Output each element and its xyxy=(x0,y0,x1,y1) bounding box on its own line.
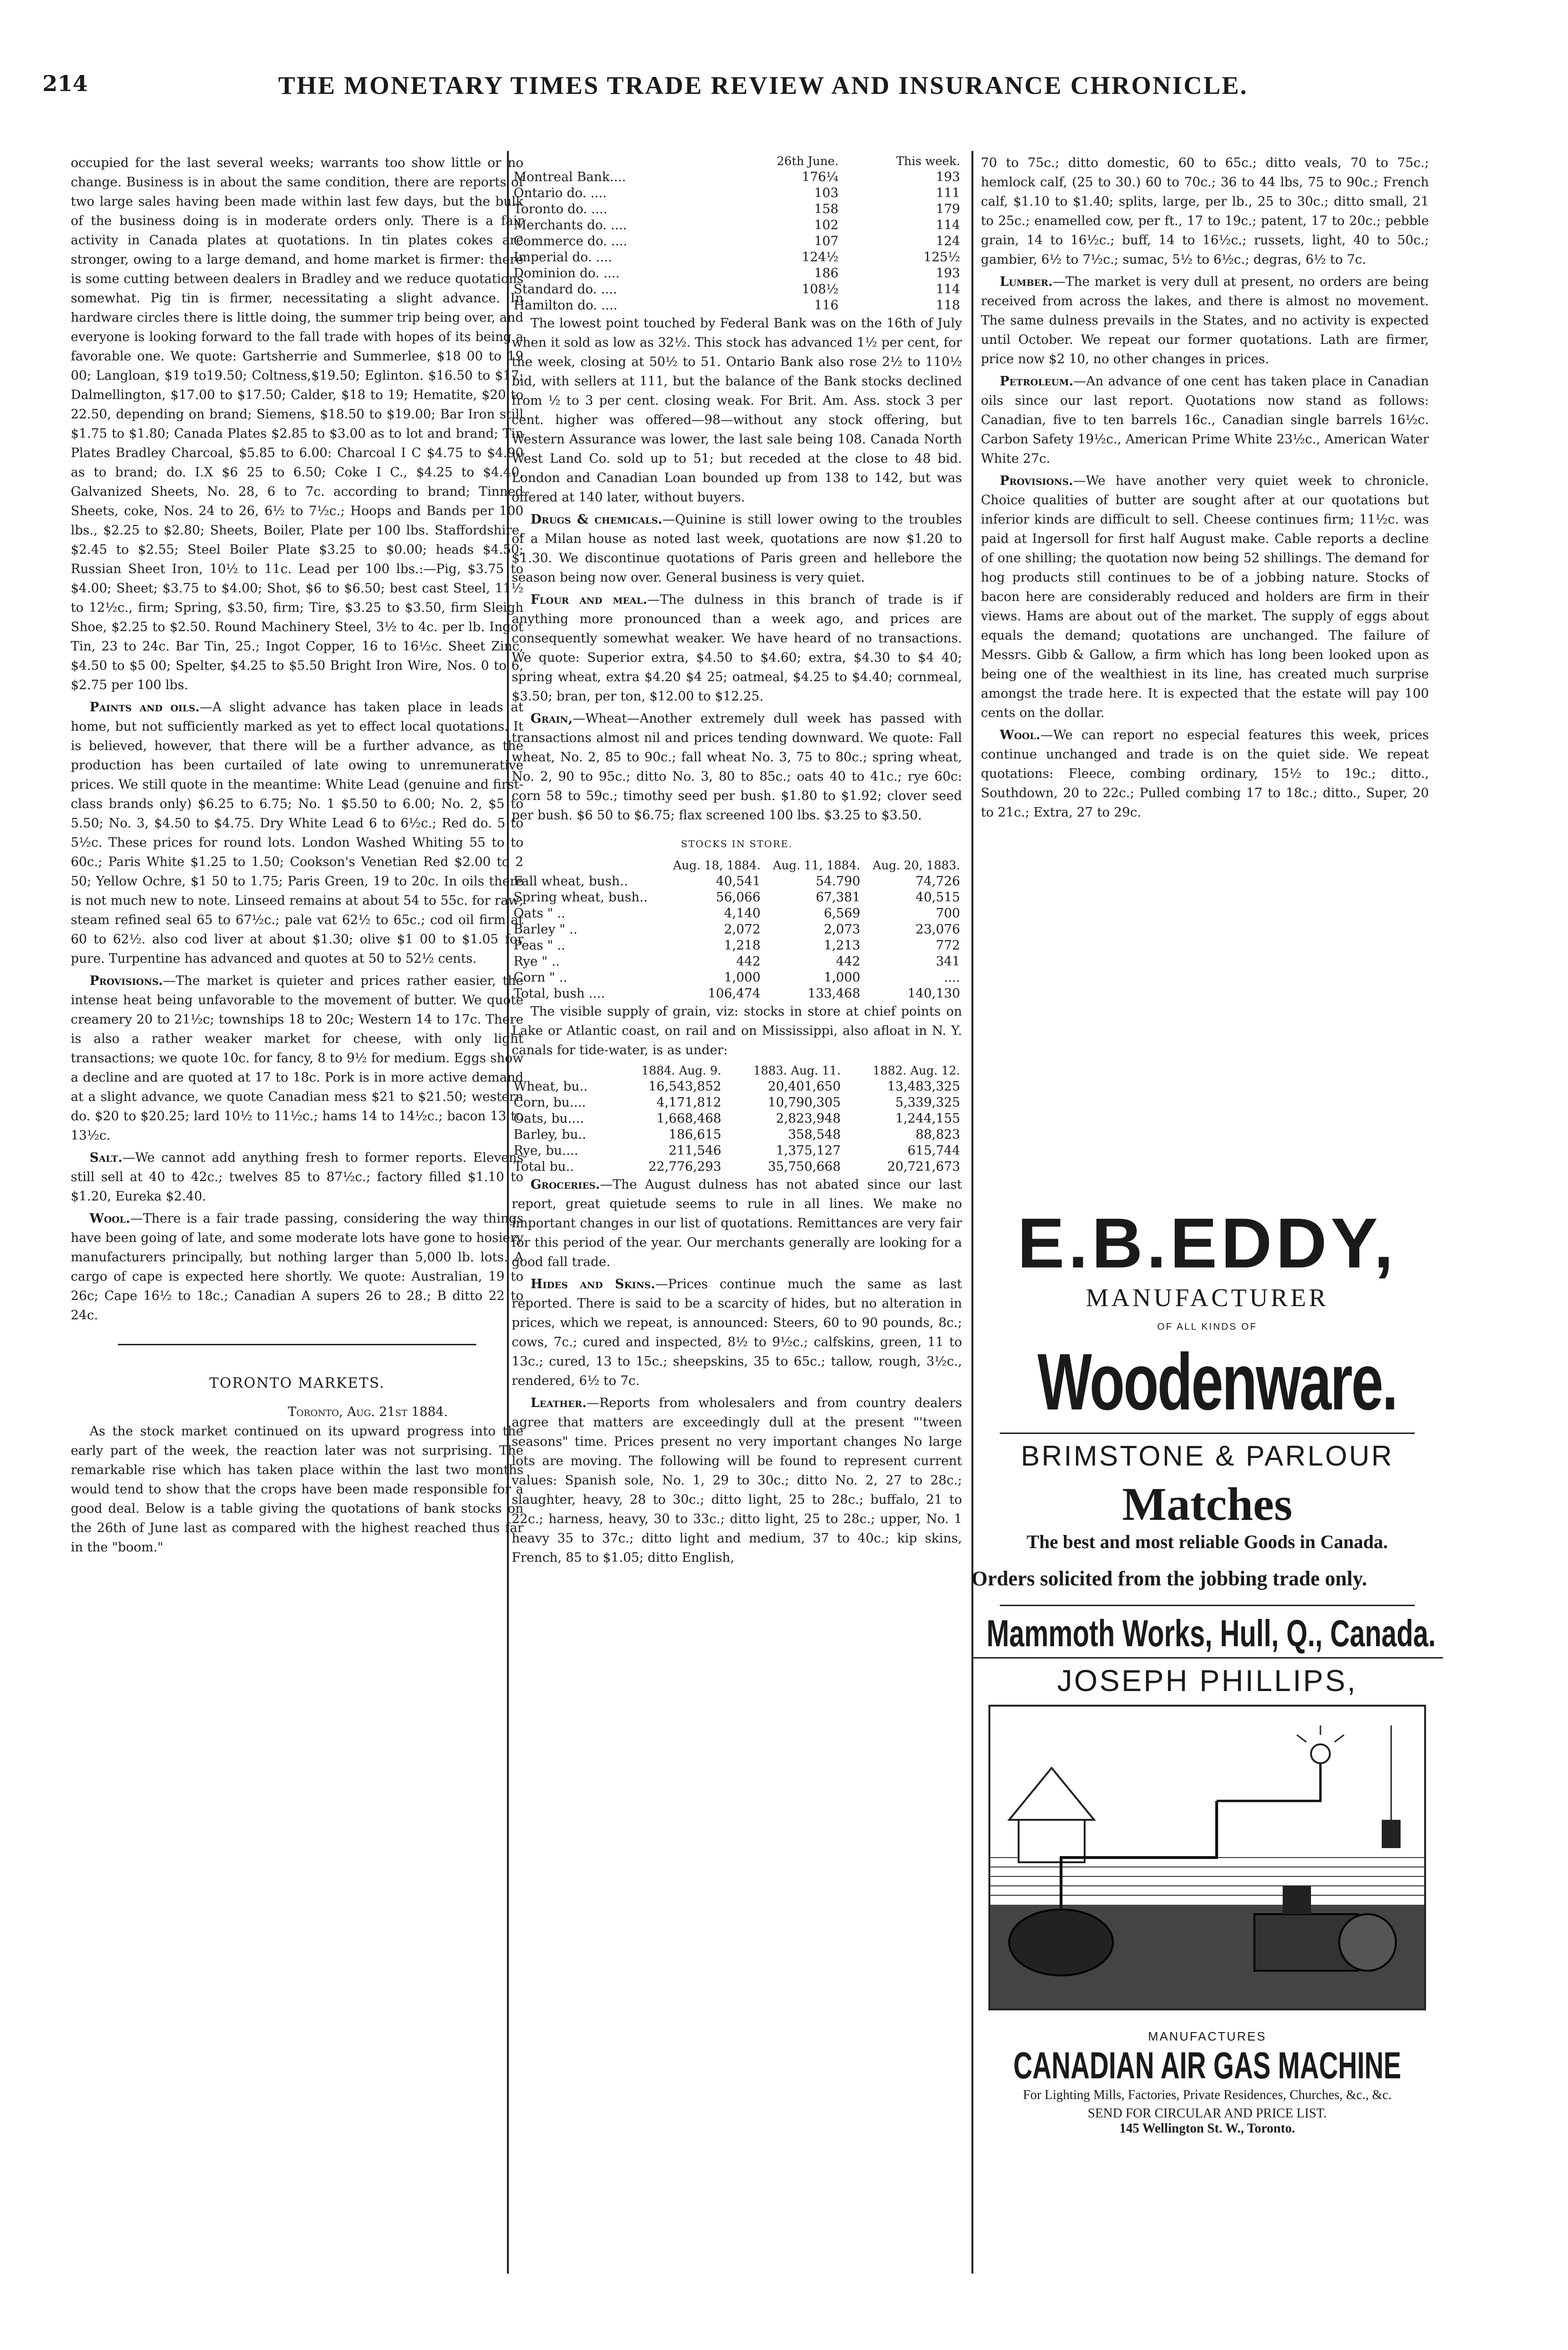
section-lead: Drugs & chemicals. xyxy=(531,512,663,527)
advert-best-goods: The best and most reliable Goods in Canada. xyxy=(1026,1531,1388,1552)
paragraph-body: —The market is quieter and prices rather easier, the intense heat being unfavorable to the movement of butter. We quote creamery 20 to 21½c; townships 18 to 20c; Western 14 to 17c. There is also a rather weaker market for cheese, with only light transactions; we quote 10c. for fancy, 8 to 9½ for medium. Eggs show a decline and are quoted at 17 to 18c. Pork is in more active demand at a slight advance, we quote Canadian mess $21 to $21.50; western do. $20 to $20.25; lard 10½ to 11½c.; hams 14 to 14½c.; bacon 13 to 13½c. xyxy=(71,974,523,1143)
table-cell: 125½ xyxy=(923,250,960,265)
table-row xyxy=(512,890,962,906)
paragraph-body: —There is a fair trade passing, considering the way things have been going of late, and some moderate lots have gone to hosiery manufacturers principally, but nothing larger than 5,000 lb. lots. A cargo of cape is expected here shortly. We quote: Australian, 19 to 26c; Cape 16½ to 18c.; Canadian A supers 26 to 28.; B ditto 22 to 24c. xyxy=(71,1211,523,1323)
section-heading: TORONTO MARKETS. xyxy=(209,1375,385,1392)
advert-name: E.B.EDDY, xyxy=(1017,1203,1397,1283)
table-cell: 4,171,812 xyxy=(656,1095,722,1110)
eddy-advertisement xyxy=(971,1203,1443,2288)
table-cell: Corn, bu.... xyxy=(514,1095,586,1110)
table-cell: 1,000 xyxy=(824,970,861,985)
advert-mammoth-works: Mammoth Works, Hull, Q., Canada. xyxy=(987,1612,1436,1654)
table-header-cell: This week. xyxy=(896,154,960,168)
table-cell: 5,339,325 xyxy=(895,1095,960,1110)
paragraph-body: —The August dulness has not abated since our last report, great quietude seems to rule in all lines. We make no important changes in our list of quotations. Remittances are very fair for this period of the year. Our merchants generally are looking for a good fall trade. xyxy=(512,1177,962,1269)
table-cell: 341 xyxy=(936,954,960,969)
divider xyxy=(1000,1433,1415,1434)
advert-manufacturer: MANUFACTURER xyxy=(1086,1283,1329,1312)
bank-stocks-table xyxy=(512,153,962,314)
advert-air-gas-machine: CANADIAN AIR GAS MACHINE xyxy=(1013,2044,1402,2086)
paragraph xyxy=(512,709,962,825)
section-lead: Provisions. xyxy=(1000,474,1073,488)
paragraph: As the stock market continued on its upward progress into the early part of the week, the reaction later was not surprising. The remarkable rise which has taken place within the last two months would tend to show that the crops have been made responsible for a good deal. Below is a table giving the quotations of bank stocks on the 26th of June last as compared with the highest reached thus far in the "boom." xyxy=(71,1424,523,1555)
table-row xyxy=(512,938,962,954)
paragraph-body: —An advance of one cent has taken place in Canadian oils since our last report. Quotations now stand as follows: Canadian, five to ten barrels 16c., Canadian single barrels 16½c. Carbon Safety 19½c., American Prime White 23½c., American Water White 27c. xyxy=(981,374,1429,466)
table-cell: Total bu.. xyxy=(514,1159,574,1174)
table-row xyxy=(512,954,962,970)
table-row xyxy=(512,1095,962,1111)
table-row xyxy=(512,906,962,922)
table-cell: Toronto do. .... xyxy=(514,202,607,217)
table-cell: 23,076 xyxy=(915,922,960,937)
page-header xyxy=(33,71,1537,113)
table-header-cell xyxy=(512,153,723,169)
table-row xyxy=(512,282,962,298)
paragraph-body: —Reports from wholesalers and from country dealers agree that matters are exceedingly dull at the present "'tween seasons" time. Prices present no very important changes No large lots are moving. The following will be found to represent current values: Spanish sole, No. 1, 29 to 30c.; ditto No. 2, 27 to 28c.; slaughter, heavy, 28 to 30c.; ditto light, 25 to 28c.; buffalo, 21 to 22c.; harness, heavy, 30 to 33c.; ditto light, 25 to 28c.; upper, No. 1 heavy 35 to 37c.; ditto light and medium, 37 to 40c.; kip skins, French, 85 to $1.05; ditto English, xyxy=(512,1396,962,1565)
table-cell: 179 xyxy=(936,202,960,217)
table-header-cell: 1883. Aug. 11. xyxy=(753,1064,841,1077)
paragraph xyxy=(512,510,962,587)
table-cell: 88,823 xyxy=(915,1127,960,1142)
table-header-cell xyxy=(512,858,663,874)
section-lead: Flour and meal. xyxy=(531,592,647,607)
table-cell: 176¼ xyxy=(802,170,839,184)
table-cell: 118 xyxy=(936,298,960,313)
advert-woodenware: Woodenware. xyxy=(1037,1337,1397,1427)
table-cell: Barley, bu.. xyxy=(514,1127,587,1142)
paragraph xyxy=(71,971,523,1145)
paragraph xyxy=(981,372,1429,468)
gas-machine-engraving xyxy=(988,1705,1426,2010)
table-cell: 442 xyxy=(836,954,861,969)
table-row xyxy=(512,1079,962,1095)
table-cell: Corn " .. xyxy=(514,970,567,985)
column-3 xyxy=(981,153,1429,825)
page-number: 214 xyxy=(42,71,88,96)
table-cell: 186,615 xyxy=(668,1127,722,1142)
table-cell: 40,515 xyxy=(915,890,960,905)
table-row xyxy=(512,169,962,185)
table-cell: 13,483,325 xyxy=(887,1079,960,1094)
masthead: THE MONETARY TIMES TRADE REVIEW AND INSURANCE CHRONICLE. xyxy=(278,71,1248,100)
table-cell: 67,381 xyxy=(815,890,861,905)
advert-matches: Matches xyxy=(1122,1478,1293,1530)
divider xyxy=(971,1657,1443,1658)
table-cell: 40,541 xyxy=(716,874,761,889)
table-cell: 358,548 xyxy=(788,1127,841,1142)
table-cell: Rye, bu.... xyxy=(514,1143,579,1158)
section-lead: Salt. xyxy=(90,1150,123,1165)
table-cell: 1,375,127 xyxy=(776,1143,841,1158)
table-row xyxy=(512,874,962,890)
table-header-cell: Aug. 11, 1884. xyxy=(772,858,861,872)
table-header-cell: 26th June. xyxy=(777,154,839,168)
table-cell: 102 xyxy=(814,218,839,233)
paragraph xyxy=(981,471,1429,723)
paragraph-body: —The dulness in this branch of trade is if anything more pronounced than a week ago, and prices are consequently somewhat weaker. We have heard of no transactions. We quote: Superior extra, $4.50 to $4.60; extra, $4.30 to $4 40; spring wheat, extra $4.20 $4 25; oatmeal, $4.25 to $4.40; cornmeal, $3.50; bran, per ton, $12.00 to $12.25. xyxy=(512,592,962,704)
table-cell: Fall wheat, bush.. xyxy=(514,874,628,889)
table-cell: 193 xyxy=(936,266,960,281)
table-row xyxy=(512,922,962,938)
section-lead: Wool. xyxy=(1000,728,1041,742)
table-row xyxy=(512,217,962,233)
paragraph-body: —The market is very dull at present, no orders are being received from across the lakes, and there is almost no movement. The same dulness prevails in the States, and no activity is expected until October. We repeat our former quotations. Lath are firmer, price now $2 10, no other changes in prices. xyxy=(981,275,1429,367)
table-title: STOCKS IN STORE. xyxy=(681,838,793,850)
table-cell: Rye " .. xyxy=(514,954,560,969)
paragraph-body: —We have another very quiet week to chronicle. Choice qualities of butter are sought after at our quotations but inferior kinds are difficult to sell. Cheese continues firm; 11½c. was paid at Ingersoll for first half August make. Cable reports a decline of one shilling; the quotation now being 52 shillings. The demand for hog products still continues to be of a jobbing nature. Stocks of bacon here are considerably reduced and holders are firm in their views. Hams are about out of the market. The supply of eggs about equals the demand; quotations are unchanged. The failure of Messrs. Gibb & Gallow, a firm which has long been looked upon as being one of the wealthiest in its line, has created much surprise amongst the trade here. It is expected that the estate will pay 100 cents on the dollar. xyxy=(981,474,1429,720)
table-row xyxy=(512,1111,962,1127)
paragraph-body: —A slight advance has taken place in leads at home, but not sufficiently marked as yet to effect local quotations. It is believed, however, that there will be a further advance, as the production has been curtailed of late owing to unremunerative prices. We still quote in the meantime: White Lead (genuine and first-class brands only) $6.25 to 6.75; No. 1 $5.50 to 6.00; No. 2, $5 to 5.50; No. 3, $4.50 to $4.75. Dry White Lead 6 to 6½c.; Red do. 5 to 5½c. These prices for round lots. London Washed Whiting 55 to to 60c.; Paris White $1.25 to 1.50; Cookson's Venetian Red $2.00 to 2 50; Yellow Ochre, $1 50 to 1.75; Paris Green, 19 to 20c. In oils there is not much new to note. Linseed remains at about 54 to 55c. for raw; steam refined seal 65 to 67½c.; pale vat 62½ to 65c.; cod oil firm at 60 to 62½. also cod liver at about $1.30; olive $1 00 to $1.05 for pure. Turpentine has advanced and quotes at 50 to 52½ cents. xyxy=(71,700,523,966)
section-lead: Hides and Skins. xyxy=(531,1277,655,1292)
table-cell: Wheat, bu.. xyxy=(514,1079,588,1094)
advert-manufactures: MANUFACTURES xyxy=(1148,2029,1267,2043)
table-row xyxy=(512,201,962,217)
table-cell: 74,726 xyxy=(915,874,960,889)
table-row xyxy=(512,970,962,986)
table-cell: 1,244,155 xyxy=(895,1111,960,1126)
paragraph: 70 to 75c.; ditto domestic, 60 to 65c.; ditto veals, 70 to 75c.; hemlock calf, (25 to 30.) 60 to 70c.; 36 to 44 lbs, 75 to 90c.; French calf, $1.10 to $1.40; splits, large, per lb., 25 to 30c.; ditto small, 21 to 25c.; enamelled cow, per ft., 17 to 19c.; patent, 17 to 20c.; pebble grain, 14 to 16½c.; buff, 14 to 16½c.; russets, light, 40 to 50c.; gambier, 6½ to 7½c.; sumac, 5½ to 6½c.; degras, 6½ to 7c. xyxy=(981,156,1429,267)
table-cell: Montreal Bank.... xyxy=(514,170,626,184)
section-lead: Provisions. xyxy=(90,974,163,988)
table-cell: Hamilton do. .... xyxy=(514,298,618,313)
table-cell: Barley " .. xyxy=(514,922,578,937)
advert-lighting: For Lighting Mills, Factories, Private Residences, Churches, &c., &c. xyxy=(1023,2088,1392,2102)
dateline: Toronto, Aug. 21st 1884. xyxy=(288,1405,448,1419)
table-total-row xyxy=(512,986,962,1002)
paragraph xyxy=(71,1148,523,1206)
paragraph xyxy=(71,698,523,968)
section-lead: Lumber. xyxy=(1000,275,1053,289)
paragraph-body: —Prices continue much the same as last reported. There is said to be a scarcity of hides, but no alteration in prices, which we repeat, is announced: Steers, 60 to 90 pounds, 8c.; cows, 7c.; cured and inspected, 8½ to 9½c.; calfskins, green, 11 to 13c.; cured, 13 to 15c.; sheepskins, 35 to 65c.; tallow, rough, 3½c., rendered, 6½ to 7c. xyxy=(512,1277,962,1388)
paragraph xyxy=(512,1393,962,1567)
engraving-illustration xyxy=(990,1707,1424,2008)
paragraph xyxy=(71,1209,523,1325)
table-cell: 140,130 xyxy=(907,986,960,1001)
table-cell: 4,140 xyxy=(724,906,761,921)
table-cell: Standard do. .... xyxy=(514,282,617,297)
table-header-cell: Aug. 20, 1883. xyxy=(872,858,960,872)
table-cell: Spring wheat, bush.. xyxy=(514,890,648,905)
table-cell: Oats, bu.... xyxy=(514,1111,584,1126)
table-row xyxy=(512,266,962,282)
table-cell: 6,569 xyxy=(824,906,861,921)
paragraph: The visible supply of grain, viz: stocks in store at chief points on Lake or Atlantic coast, on rail and on Mississippi, also afloat in N. Y. canals for tide-water, is as under: xyxy=(512,1004,962,1058)
advert-orders: Orders solicited from the jobbing trade only. xyxy=(971,1567,1367,1590)
divider xyxy=(118,1344,476,1345)
table-cell: 106,474 xyxy=(707,986,761,1001)
table-cell: 2,072 xyxy=(724,922,761,937)
paragraph xyxy=(512,1275,962,1391)
table-cell: 1,218 xyxy=(724,938,761,953)
paragraph xyxy=(512,1175,962,1272)
table-cell: 35,750,668 xyxy=(768,1159,841,1174)
table-cell: 442 xyxy=(736,954,761,969)
visible-supply-table xyxy=(512,1063,962,1175)
table-cell: Commerce do. .... xyxy=(514,234,628,249)
paragraph xyxy=(512,590,962,706)
table-cell: .... xyxy=(944,970,960,985)
table-row xyxy=(512,298,962,314)
table-row xyxy=(512,1143,962,1159)
table-cell: 114 xyxy=(936,282,960,297)
table-cell: 193 xyxy=(936,170,960,184)
table-header-cell xyxy=(512,1063,614,1079)
table-header-cell: 1884. Aug. 9. xyxy=(641,1064,722,1077)
section-lead: Wool. xyxy=(90,1211,131,1226)
table-cell: Total, bush .... xyxy=(514,986,605,1001)
table-cell: 103 xyxy=(814,186,839,200)
table-cell: Oats " .. xyxy=(514,906,565,921)
table-cell: 20,401,650 xyxy=(768,1079,841,1094)
paragraph: The lowest point touched by Federal Bank was on the 16th of July when it sold as low as 32½. This stock has advanced 1½ per cent, for the week, closing at 50½ to 51. Ontario Bank also rose 2½ to 110½ bid, with sellers at 111, but the balance of the Bank stocks declined from ½ to 3 per cent. closing weak. For Brit. Am. Ass. stock 3 per cent. higher was offered—98—without any stock offering, but Western Assurance was lower, the last sale being 108. Canada North West Land Co. sold up to 51; but receded at the close to 48 bid. London and Canadian Loan bounded up from 138 to 142, but was offered at 140 later, without buyers. xyxy=(512,316,962,505)
table-row xyxy=(512,185,962,201)
table-row xyxy=(512,250,962,266)
table-cell: 211,546 xyxy=(668,1143,722,1158)
table-cell: 2,823,948 xyxy=(776,1111,841,1126)
advert-address: 145 Wellington St. W., Toronto. xyxy=(1119,2121,1295,2136)
table-cell: 1,668,468 xyxy=(656,1111,722,1126)
table-cell: Ontario do. .... xyxy=(514,186,607,200)
advert-brimstone: BRIMSTONE & PARLOUR xyxy=(1020,1440,1394,1472)
table-cell: 186 xyxy=(814,266,839,281)
table-cell: 133,468 xyxy=(807,986,861,1001)
section-lead: Grain, xyxy=(531,711,573,726)
paragraph-body: —Quinine is still lower owing to the troubles of a Milan house as noted last week, quotations are now $1.20 to $1.30. We discontinue quotations of Paris green and hellebore the season being now over. General business is very quiet. xyxy=(512,512,962,585)
table-cell: 2,073 xyxy=(824,922,861,937)
stocks-in-store-table xyxy=(512,858,962,1002)
table-row xyxy=(512,1127,962,1143)
table-cell: 22,776,293 xyxy=(648,1159,722,1174)
table-cell: 124 xyxy=(936,234,960,249)
table-cell: 54.790 xyxy=(815,874,861,889)
paragraph xyxy=(981,725,1429,822)
table-row xyxy=(512,233,962,250)
advert-phillips: JOSEPH PHILLIPS, xyxy=(1057,1664,1358,1698)
section-lead: Petroleum. xyxy=(1000,374,1074,389)
paragraph xyxy=(981,272,1429,369)
table-cell: 116 xyxy=(814,298,839,313)
paragraph-body: —Wheat—Another extremely dull week has passed with transactions almost nil and prices tending downward. We quote: Fall wheat, No. 2, 85 to 90c.; fall wheat No. 3, 75 to 80c.; spring wheat, No. 2, 90 to 95c.; ditto No. 3, 80 to 85c.; oats 40 to 41c.; rye 60c: corn 58 to 59c.; timothy seed per bush. $1.80 to $1.92; clover seed per bush. $6 50 to $6.75; flax screened 100 lbs. $3.25 to $3.50. xyxy=(512,711,962,823)
advert-all-kinds: OF ALL KINDS OF xyxy=(1157,1322,1258,1332)
table-cell: 16,543,852 xyxy=(648,1079,722,1094)
table-cell: 111 xyxy=(936,186,960,200)
column-2 xyxy=(512,153,962,1570)
column-1 xyxy=(71,153,523,1560)
table-cell: 700 xyxy=(936,906,960,921)
paragraph-body: —We cannot add anything fresh to former reports. Elevens still sell at 40 to 42c.; twelves 85 to 87½c.; factory filled $1.10 to $1.20, Eureka $2.40. xyxy=(71,1150,523,1204)
table-cell: 108½ xyxy=(802,282,839,297)
table-cell: 20,721,673 xyxy=(887,1159,960,1174)
paragraph-body: —We can report no especial features this week, prices continue unchanged and trade is on the quiet side. We repeat quotations: Fleece, combing ordinary, 15½ to 19c.; ditto., Southdown, 20 to 22c.; Pulled combing 17 to 18c.; ditto., Super, 20 to 21c.; Extra, 27 to 29c. xyxy=(981,728,1429,820)
table-cell: 1,213 xyxy=(824,938,861,953)
table-header-cell: Aug. 18, 1884. xyxy=(673,858,761,872)
table-cell: 158 xyxy=(814,202,839,217)
table-cell: 10,790,305 xyxy=(768,1095,841,1110)
advert-send-for-circular: SEND FOR CIRCULAR AND PRICE LIST. xyxy=(1087,2106,1327,2121)
table-cell: Imperial do. .... xyxy=(514,250,612,265)
divider xyxy=(1000,1605,1415,1606)
table-header-cell: 1882. Aug. 12. xyxy=(872,1064,960,1077)
table-cell: Peas " .. xyxy=(514,938,565,953)
paragraph: occupied for the last several weeks; warrants too show little or no change. Business is in about the same condition, there are reports of two large sales having been made within last few days, but the bulk of the business doing is in moderate orders only. There is a fair activity in Canada plates at quotations. In tin plates cokes are stronger, owing to a large demand, and home market is firmer: there is some cutting between dealers in Bradley and we reduce quotations somewhat. Pig tin is firmer, necessitating a slight advance. In hardware circles there is little doing, the summer trip being over, and everyone is looking forward to the fall trade with hopes of its being a favorable one. We quote: Gartsherrie and Summerlee, $18 00 to 19 00; Langloan, $19 to19.50; Coltness,$19.50; Eglinton. $16.50 to $17; Dalmellington, $17.00 to $17.50; Calder, $18 to 19; Hematite, $20 to 22.50, depending on brand; Siemens, $18.50 to $19.00; Bar Iron still $1.75 to $1.80; Canada Plates $2.85 to $3.00 as to lot and brand; Tin Plates Bradley Charcoal, $5.85 to 6.00: Charcoal I C $4.75 to $4.90 as to brand; do. I.X $6 25 to 6.50; Coke I C., $4.25 to $4.40, Galvanized Sheets, No. 28, 6 to 7c. according to brand; Tinned Sheets, coke, Nos. 24 to 26, 6½ to 7½c.; Hoops and Bands per 100 lbs., $2.25 to $2.80; Sheets, Boiler, Plate per 100 lbs. Staffordshire, $2.45 to $2.55; Steel Boiler Plate $3.25 to $0.00; heads $4.50; Russian Sheet Iron, 10½ to 11c. Lead per 100 lbs.:—Pig, $3.75 to $4.00; Sheet; $3.75 to $4.00; Shot, $6 to $6.50; best cast Steel, 11½ to 12½c., firm; Spring, $3.50, firm; Tire, $3.25 to $3.50, firm Sleigh Shoe, $2.25 to $2.50. Round Machinery Steel, 3½ to 4c. per lb. Ingot Tin, 23 to 24c. Bar Tin, 25.; Ingot Copper, 16 to 16½c. Sheet Zinc, $4.50 to $5 00; Spelter, $4.25 to $5.50 Bright Iron Wire, Nos. 0 to 6, $2.75 per 100 lbs. xyxy=(71,156,523,692)
table-cell: Dominion do. .... xyxy=(514,266,620,281)
table-cell: Merchants do. .... xyxy=(514,218,627,233)
table-cell: 124½ xyxy=(802,250,839,265)
section-lead: Leather. xyxy=(531,1396,587,1410)
table-cell: 107 xyxy=(814,234,839,249)
table-cell: 772 xyxy=(936,938,960,953)
table-cell: 615,744 xyxy=(907,1143,960,1158)
table-total-row xyxy=(512,1159,962,1175)
section-lead: Groceries. xyxy=(531,1177,600,1192)
table-cell: 56,066 xyxy=(716,890,761,905)
table-cell: 114 xyxy=(936,218,960,233)
table-cell: 1,000 xyxy=(724,970,761,985)
section-lead: Paints and oils. xyxy=(90,700,200,715)
